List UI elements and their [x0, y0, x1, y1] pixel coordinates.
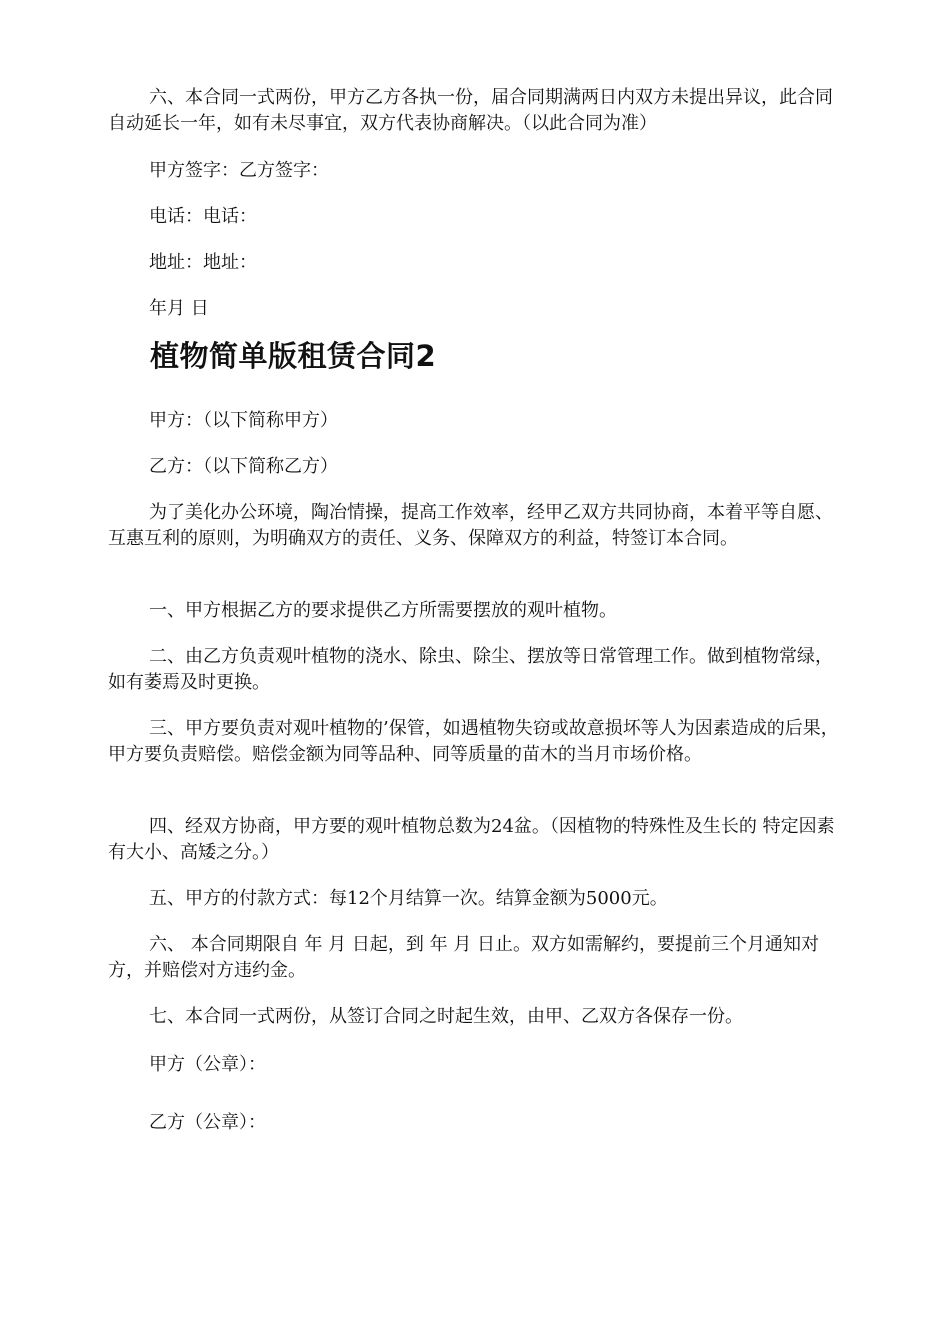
seal-a-line: 甲方（公章）： [149, 1054, 266, 1075]
address-line: 地址：地址： [149, 252, 257, 273]
clause-6-paragraph: 六、本合同一式两份，甲方乙方各执一份，届合同期满两日内双方未提出异议，此合同自动延长一年，如有未尽事宜，双方代表协商解决。（以此合同为准） [108, 87, 833, 134]
clause-1-paragraph: 一、甲方根据乙方的要求提供乙方所需要摆放的观叶植物。 [149, 600, 617, 621]
signature-line: 甲方签字：乙方签字： [149, 160, 329, 181]
clause-3-paragraph: 三、甲方要负责对观叶植物的’保管，如遇植物失窃或故意损坏等人为因素造成的后果，甲方要负责赔偿。赔偿金额为同等品种、同等质量的苗木的当月市场价格。 [108, 718, 839, 765]
phone-line: 电话：电话： [149, 206, 257, 227]
clause-5-paragraph: 五、甲方的付款方式：每12个月结算一次。结算金额为5000元。 [149, 888, 668, 909]
clause-6b-paragraph: 六、 本合同期限自 年 月 日起，到 年 月 日止。双方如需解约，要提前三个月通知对方，并赔偿对方违约金。 [108, 934, 820, 981]
seal-b-line: 乙方（公章）： [149, 1112, 266, 1133]
clause-4-paragraph: 四、经双方协商，甲方要的观叶植物总数为24盆。（因植物的特殊性及生长的 特定因素有大小、高矮之分。） [108, 816, 835, 863]
date-line: 年月 日 [149, 298, 209, 319]
party-b-line: 乙方：（以下简称乙方） [149, 456, 338, 477]
clause-2-paragraph: 二、由乙方负责观叶植物的浇水、除虫、除尘、摆放等日常管理工作。做到植物常绿，如有萎焉及时更换。 [108, 646, 833, 693]
preamble-paragraph: 为了美化办公环境，陶冶情操，提高工作效率，经甲乙双方共同协商，本着平等自愿、互惠互利的原则，为明确双方的责任、义务、保障双方的利益，特签订本合同。 [108, 502, 833, 549]
party-a-line: 甲方：（以下简称甲方） [149, 410, 338, 431]
clause-7-paragraph: 七、本合同一式两份，从签订合同之时起生效，由甲、乙双方各保存一份。 [149, 1006, 743, 1027]
contract-title: 植物简单版租赁合同2 [150, 339, 437, 373]
